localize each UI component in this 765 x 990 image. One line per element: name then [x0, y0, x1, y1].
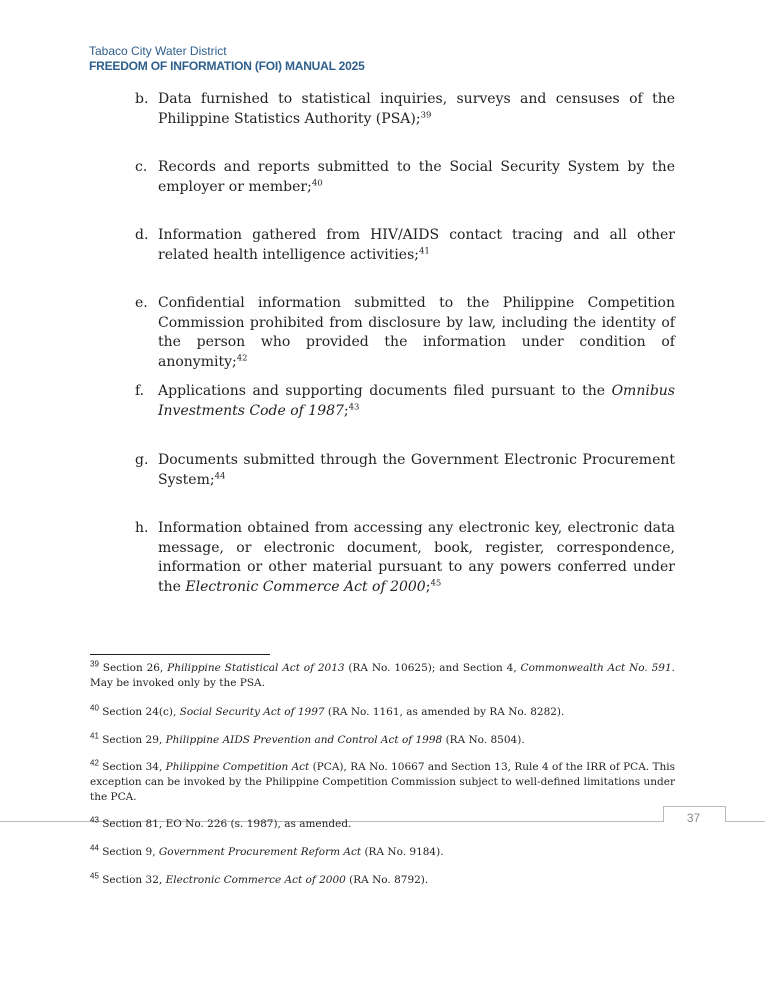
footnote-separator	[90, 654, 270, 655]
footnote-40: $^{40}$ Section 24(c), Social Security Act of 1997 (RA No. 1161, as amended by RA No. 8282).	[90, 703, 565, 718]
item-letter: g.	[135, 452, 149, 468]
footnote-44: $^{44}$ Section 9, Government Procurement Reform Act (RA No. 9184).	[90, 843, 444, 858]
footnote-number: 39	[90, 659, 99, 669]
footnote-ref: 42	[236, 352, 248, 363]
footnote-ref: 43	[348, 401, 360, 412]
footnote-ref: 41	[419, 245, 430, 256]
header-organization: Tabaco City Water District	[89, 44, 227, 58]
item-text: Records and reports submitted to the Social Security System by the employer or member;$^{40}$	[158, 159, 675, 195]
footnote-41: $^{41}$ Section 29, Philippine AIDS Prevention and Control Act of 1998 (RA No. 8504).	[90, 731, 525, 746]
footnote-43: $^{43}$ Section 81, EO No. 226 (s. 1987), as amended.	[90, 815, 352, 830]
item-text: Information obtained from accessing any electronic key, electronic data message, or electronic document, book, register, correspondence, information or other material pursuant to any powers conferred under the Electronic Commerce Act of 2000;$^{45}$	[158, 520, 675, 595]
item-letter: c.	[135, 159, 148, 175]
footnote-ref: 45	[430, 577, 442, 588]
footnote-number: 44	[90, 843, 99, 853]
list-item-b	[135, 90, 675, 129]
item-text: Data furnished to statistical inquiries, surveys and censuses of the Philippine Statistics Authority (PSA);$^{39}$	[158, 91, 675, 127]
item-text: Information gathered from HIV/AIDS contact tracing and all other related health intelligence activities;$^{41}$	[158, 227, 675, 263]
list-item-e	[135, 294, 675, 372]
footnote-ref: 40	[311, 177, 323, 188]
item-letter: b.	[135, 91, 149, 107]
item-letter: d.	[135, 227, 149, 243]
page-number-rule-right	[724, 821, 765, 822]
header-manual-title: FREEDOM OF INFORMATION (FOI) MANUAL 2025	[89, 59, 365, 73]
item-letter: h.	[135, 520, 149, 536]
list-item-h	[135, 519, 675, 597]
item-text: Confidential information submitted to the Philippine Competition Commission prohibited from disclosure by law, including the identity of the person who provided the information under condition of anonymity;$^{42}$	[158, 295, 675, 370]
footnote-ref: 39	[420, 109, 432, 120]
footnote-45: $^{45}$ Section 32, Electronic Commerce Act of 2000 (RA No. 8792).	[90, 871, 429, 886]
item-text: Documents submitted through the Government Electronic Procurement System;$^{44}$	[158, 452, 675, 488]
item-letter: f.	[135, 383, 145, 399]
footnote-number: 43	[90, 815, 99, 825]
footnote-number: 41	[90, 731, 99, 741]
footnote-number: 45	[90, 871, 99, 881]
footnote-42: $^{42}$ Section 34, Philippine Competition Act (PCA), RA No. 10667 and Section 13, Rule 4 of the IRR of PCA. This exception can be invoked by the Philippine Competition Commission subject to well-defined limitations under the PCA.	[90, 758, 675, 803]
item-text: Applications and supporting documents filed pursuant to the Omnibus Investments Code of 1987;$^{43}$	[158, 383, 675, 419]
item-letter: e.	[135, 295, 148, 311]
list-item-c	[135, 158, 675, 197]
list-item-g	[135, 451, 675, 490]
footnote-39: $^{39}$ Section 26, Philippine Statistical Act of 2013 (RA No. 10625); and Section 4, Commonwealth Act No. 591. May be invoked only by the PSA.	[90, 659, 675, 689]
footnote-ref: 44	[214, 470, 226, 481]
page-number: 37	[686, 811, 701, 825]
footnote-number: 40	[90, 703, 99, 713]
footnote-number: 42	[90, 758, 99, 768]
list-item-f	[135, 382, 675, 421]
list-item-d	[135, 226, 675, 265]
